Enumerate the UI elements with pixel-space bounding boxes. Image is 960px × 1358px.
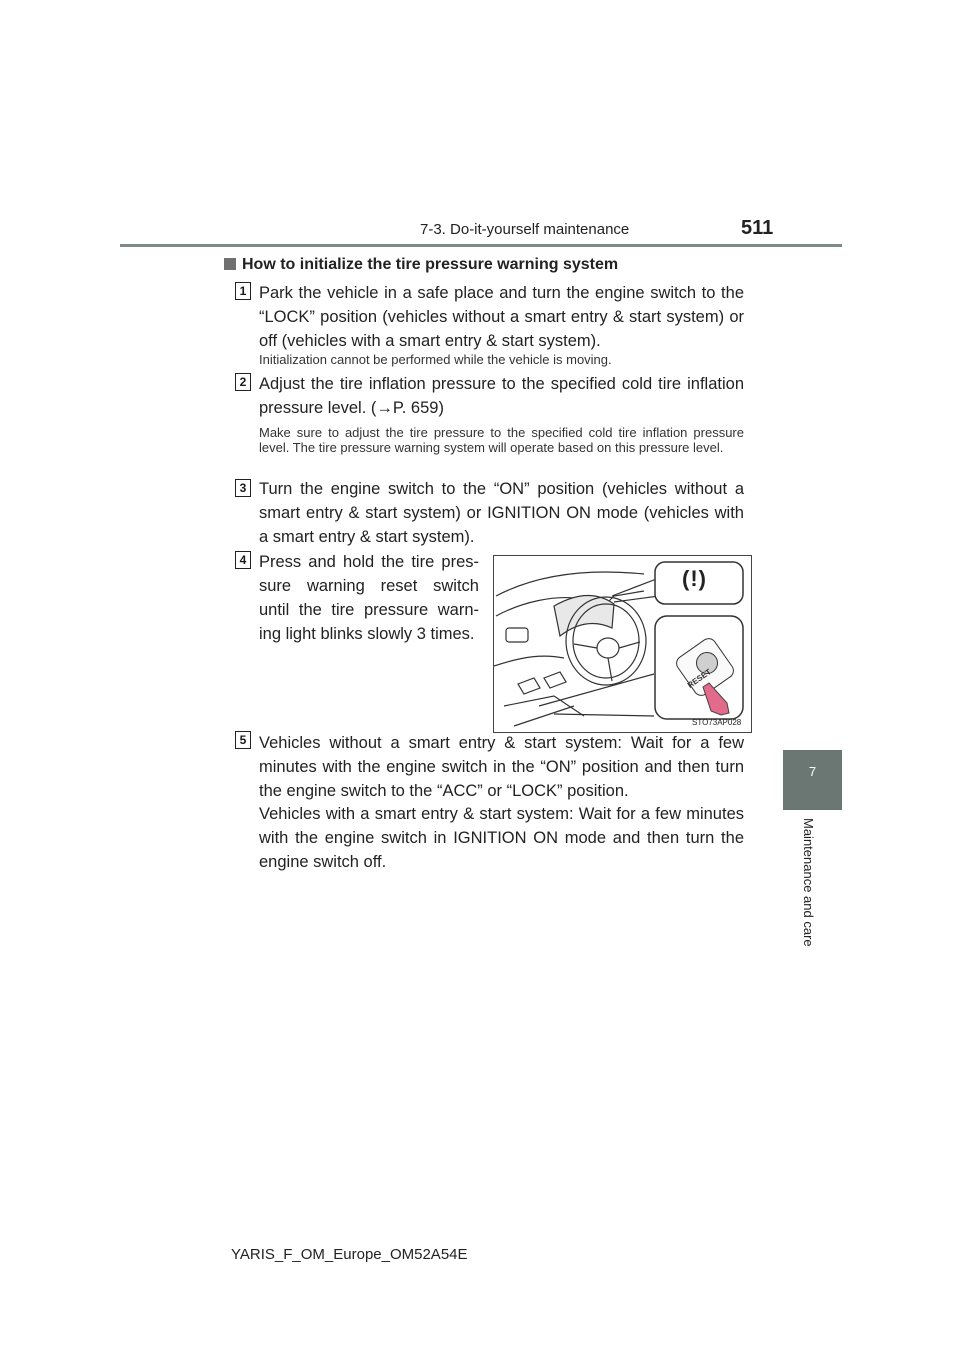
step-5-text: Vehicles without a smart entry & start system: Wait for a few minutes with the engine switch in the “ON” position and then turn the engine switch to the “ACC” or “LOCK” position. <box>259 734 744 800</box>
step-1-note: Initialization cannot be performed while the vehicle is moving. <box>259 352 612 367</box>
chapter-tab <box>783 750 842 810</box>
section-title: 7-3. Do-it-yourself maintenance <box>420 221 630 238</box>
section-heading <box>224 256 618 274</box>
step-3-text: Turn the engine switch to the “ON” position (vehicles without a smart entry & start system) or IGNITION ON mode (vehicles with a smart entry & start system). <box>259 480 744 546</box>
tire-pressure-warning-icon: (!) <box>682 566 707 591</box>
step-number-4: 4 <box>235 551 251 569</box>
dashboard-illustration <box>493 555 752 733</box>
footer-document-code: YARIS_F_OM_Europe_OM52A54E <box>231 1246 468 1263</box>
switch-label-re: RE <box>685 676 701 690</box>
step-number-1: 1 <box>235 282 251 300</box>
switch-label-set: SET <box>694 667 713 684</box>
step-number-2: 2 <box>235 373 251 391</box>
pointing-hand-icon <box>699 681 733 717</box>
header-rule <box>120 244 842 247</box>
chapter-number: 7 <box>808 764 817 779</box>
step-4-text <box>259 550 479 646</box>
figure-code: STO73AP028 <box>692 718 742 727</box>
step-2-text: Adjust the tire inflation pressure to the specified cold tire inflation pressure level. (→P. 659) <box>259 375 744 417</box>
chapter-label-text: Maintenance and care <box>801 818 816 947</box>
step-4-line: ing light blinks slowly 3 times. <box>259 625 475 643</box>
heading-text: How to initialize the tire pressure warning system <box>242 256 619 273</box>
page-number: 511 <box>741 217 774 239</box>
step-4-line: Press and hold the tire pres- <box>259 553 479 571</box>
step-4-line: until the tire pressure warn- <box>259 601 479 619</box>
chapter-label <box>802 818 822 968</box>
step-1-text: Park the vehicle in a safe place and turn the engine switch to the “LOCK” position (vehicles without a smart entry & start system) or off (vehicles with a smart entry & start system). <box>259 284 744 350</box>
step-5-text-2: Vehicles with a smart entry & start system: Wait for a few minutes with the engine switch in IGNITION ON mode and then turn the engine switch off. <box>259 805 744 871</box>
step-number-5: 5 <box>235 731 251 749</box>
bullet-square-icon <box>224 258 236 270</box>
step-4-line: sure warning reset switch <box>259 577 479 595</box>
step-number-3: 3 <box>235 479 251 497</box>
step-2-note: Make sure to adjust the tire pressure to the specified cold tire inflation pressure level. The tire pressure warning system will operate based on this pressure level. <box>259 425 744 455</box>
